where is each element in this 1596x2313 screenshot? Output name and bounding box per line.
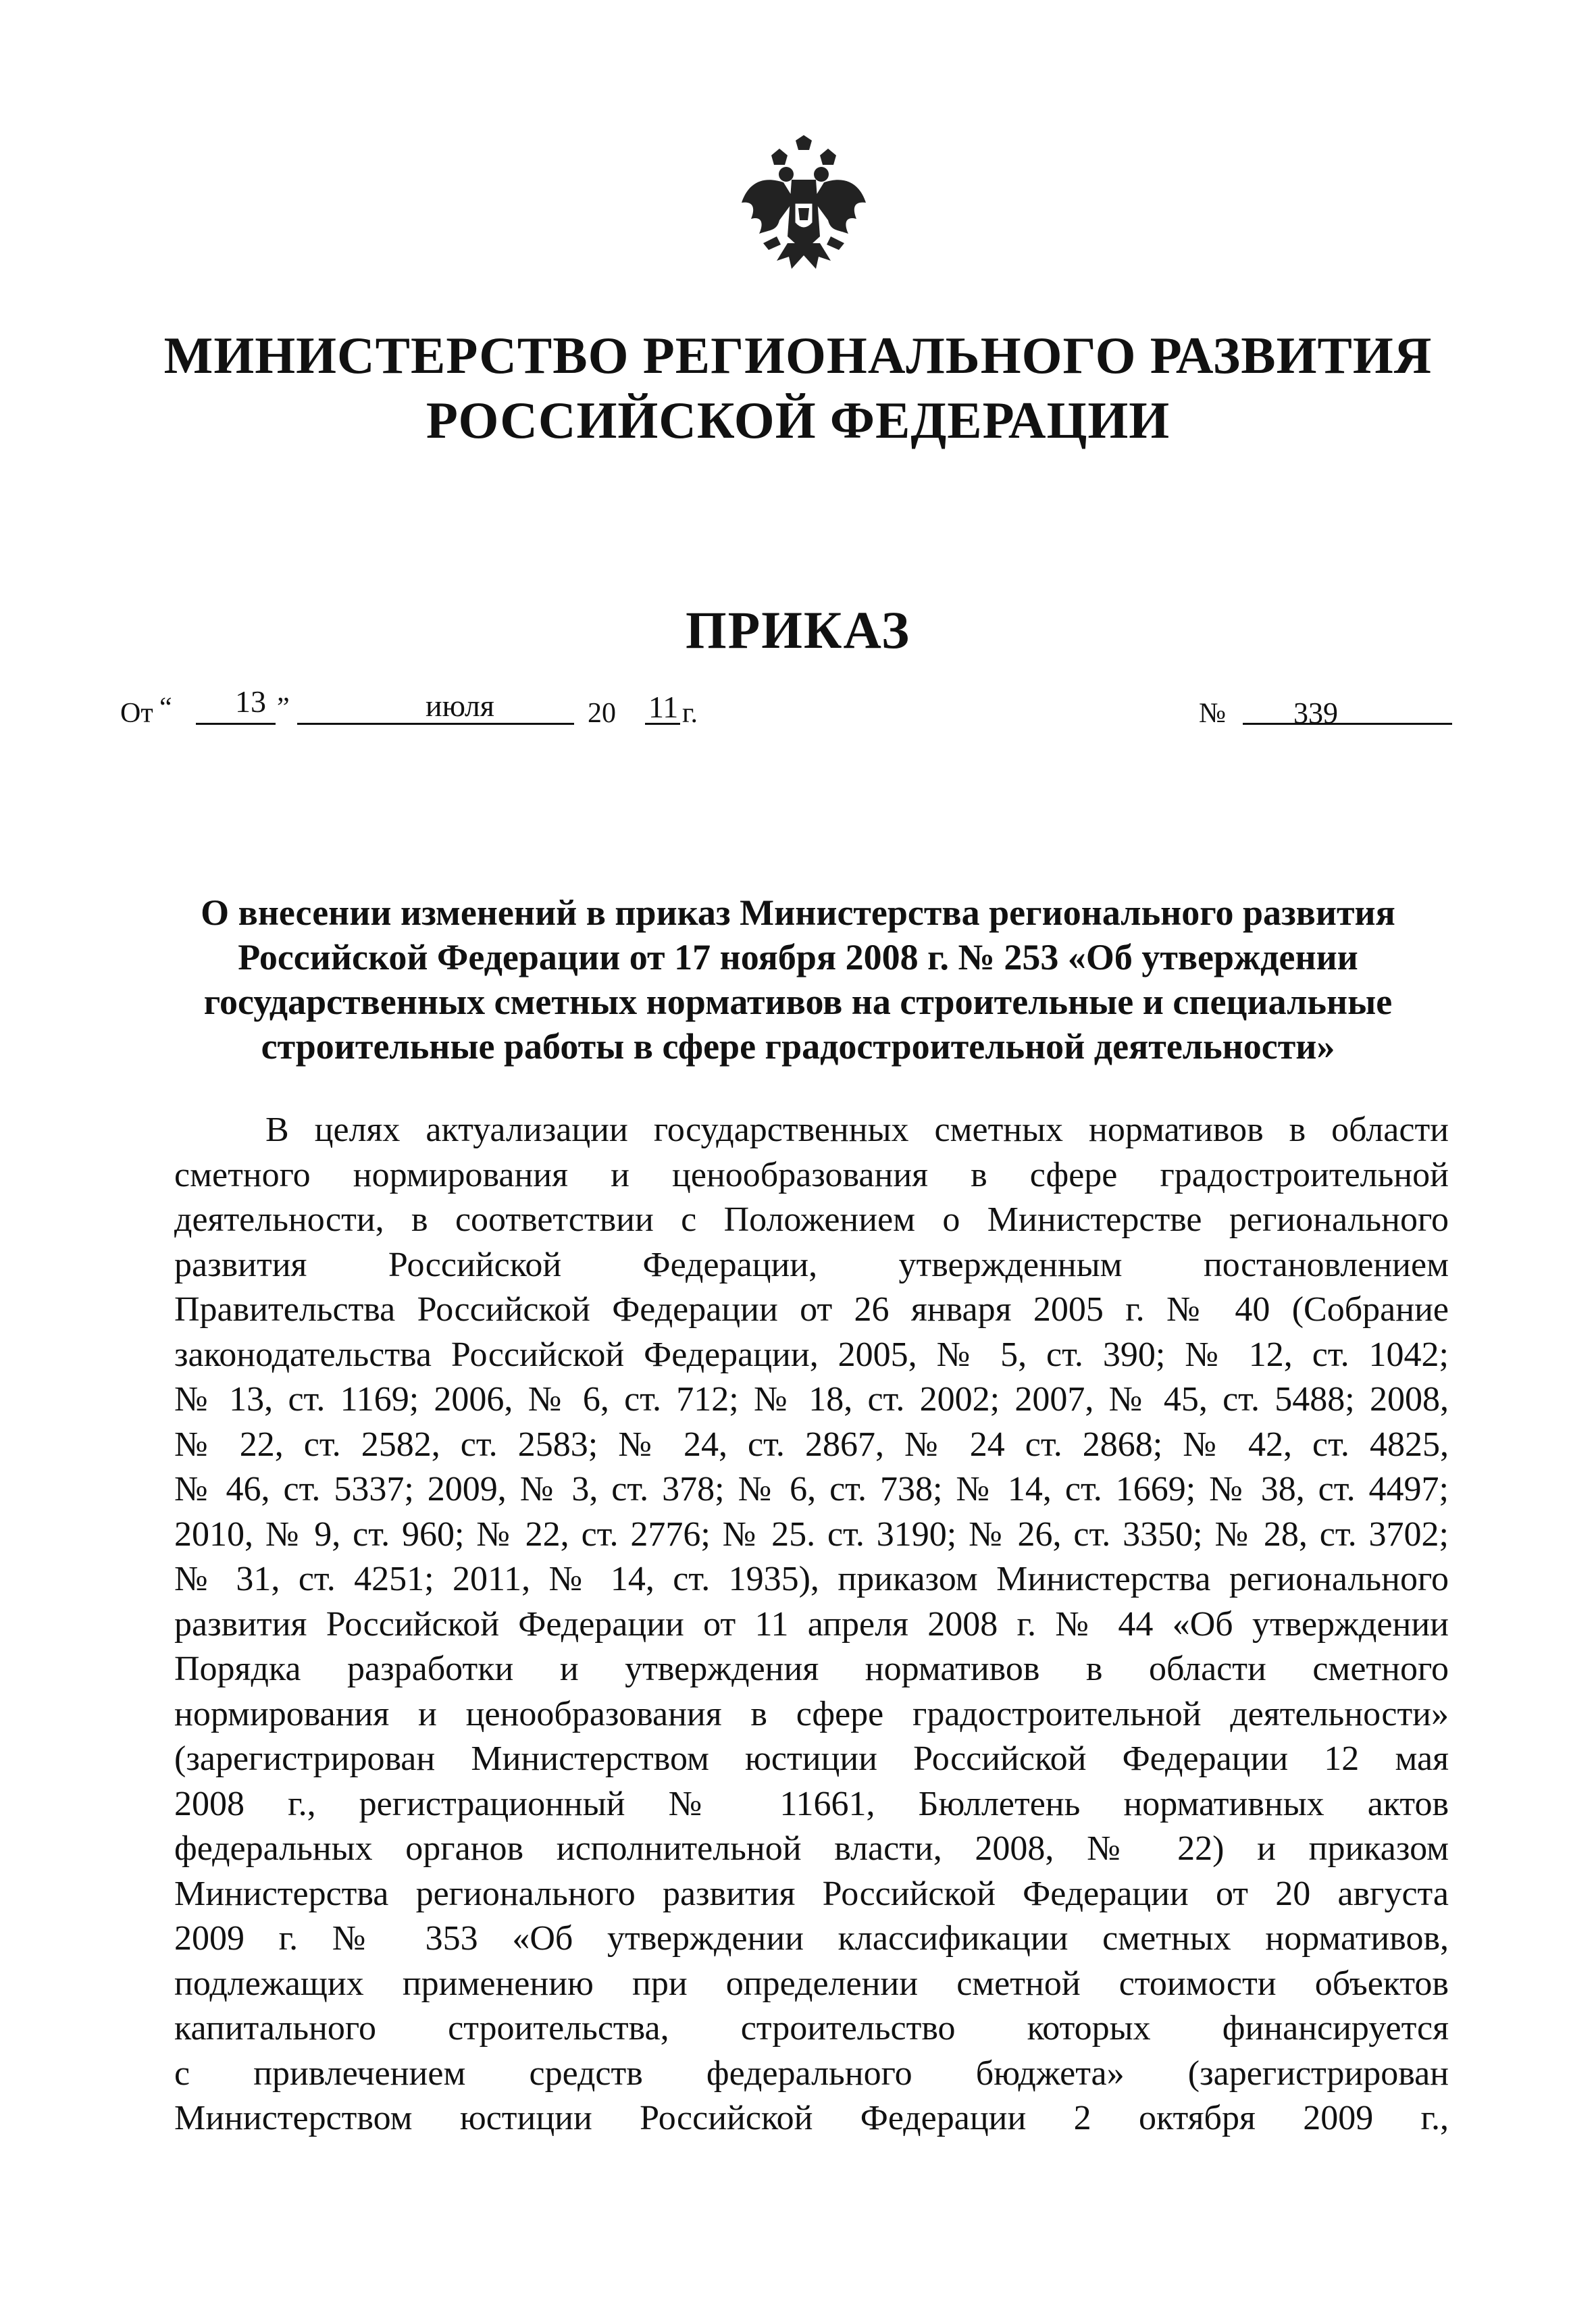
body-line: Министерства регионального развития Российской Федерации от 20 августа: [174, 1874, 1449, 1913]
body-line: 2009 г. № 353 «Об утверждении классификации сметных нормативов,: [174, 1919, 1449, 1958]
subject-line: Российской Федерации от 17 ноября 2008 г. № 253 «Об утверждении: [238, 937, 1358, 977]
body-line: (зарегистрирован Министерством юстиции Российской Федерации 12 мая: [174, 1739, 1449, 1778]
close-quote: ”: [277, 692, 290, 723]
body-line: деятельности, в соответствии с Положением о Министерстве регионального: [174, 1200, 1449, 1239]
body-line: Министерством юстиции Российской Федерации 2 октября 2009 г.,: [174, 2099, 1449, 2137]
body-line: 2010, № 9, ст. 960; № 22, ст. 2776; № 25. ст. 3190; № 26, ст. 3350; № 28, ст. 3702;: [174, 1515, 1449, 1554]
number-underline: [1243, 723, 1452, 725]
subject-line: О внесении изменений в приказ Министерства регионального развития: [201, 892, 1395, 933]
number-label: №: [1199, 698, 1227, 729]
date-number-row: [0, 682, 1596, 736]
date-day: 13: [235, 684, 266, 719]
body-line: № 46, ст. 5337; 2009, № 3, ст. 378; № 6, ст. 738; № 14, ст. 1669; № 38, ст. 4497;: [174, 1470, 1449, 1508]
body-line: федеральных органов исполнительной власти, 2008, № 22) и приказом: [174, 1829, 1449, 1868]
open-quote: “: [159, 692, 172, 723]
day-underline: [196, 723, 276, 725]
date-prefix: От: [120, 698, 153, 729]
subject-line: строительные работы в сфере градостроительной деятельности»: [261, 1026, 1335, 1067]
body-line: развития Российской Федерации, утвержденным постановлением: [174, 1245, 1449, 1284]
body-text: [174, 1108, 1449, 2141]
order-number: 339: [1293, 696, 1338, 730]
year-prefix: 20: [588, 698, 616, 729]
year-underline: [645, 723, 680, 725]
body-line: законодательства Российской Федерации, 2005, № 5, ст. 390; № 12, ст. 1042;: [174, 1335, 1449, 1374]
body-line: В целях актуализации государственных сметных нормативов в области: [265, 1111, 1449, 1149]
document-title: ПРИКАЗ: [685, 601, 911, 659]
order-subject: [162, 890, 1434, 1069]
body-line: нормирования и ценообразования в сфере градостроительной деятельности»: [174, 1694, 1449, 1733]
ministry-name-line2: РОССИЙСКОЙ ФЕДЕРАЦИИ: [426, 391, 1170, 449]
month-underline: [297, 723, 574, 725]
coat-of-arms-icon: [736, 135, 871, 277]
ministry-name-line1: МИНИСТЕРСТВО РЕГИОНАЛЬНОГО РАЗВИТИЯ: [163, 326, 1433, 384]
body-line: 2008 г., регистрационный № 11661, Бюллетень нормативных актов: [174, 1784, 1449, 1823]
body-line: подлежащих применению при определении сметной стоимости объектов: [174, 1964, 1449, 2003]
subject-line: государственных сметных нормативов на строительные и специальные: [203, 982, 1393, 1022]
year-mark: г.: [682, 698, 698, 729]
body-line: развития Российской Федерации от 11 апреля 2008 г. № 44 «Об утверждении: [174, 1604, 1449, 1644]
body-line: сметного нормирования и ценообразования в сфере градостроительной: [174, 1155, 1449, 1194]
date-month: июля: [426, 688, 494, 723]
body-line: № 13, ст. 1169; 2006, № 6, ст. 712; № 18, ст. 2002; 2007, № 45, ст. 5488; 2008,: [174, 1380, 1449, 1419]
body-line: № 22, ст. 2582, ст. 2583; № 24, ст. 2867, № 24 ст. 2868; № 42, ст. 4825,: [174, 1425, 1449, 1464]
body-line: Порядка разработки и утверждения нормативов в области сметного: [174, 1650, 1449, 1688]
body-line: капитального строительства, строительство которых финансируется: [174, 2009, 1449, 2048]
body-line: № 31, ст. 4251; 2011, № 14, ст. 1935), приказом Министерства регионального: [174, 1560, 1449, 1598]
body-line: Правительства Российской Федерации от 26 января 2005 г. № 40 (Собрание: [174, 1290, 1449, 1329]
body-line: с привлечением средств федерального бюджета» (зарегистрирован: [174, 2054, 1449, 2093]
year-suffix: 11: [648, 690, 679, 724]
